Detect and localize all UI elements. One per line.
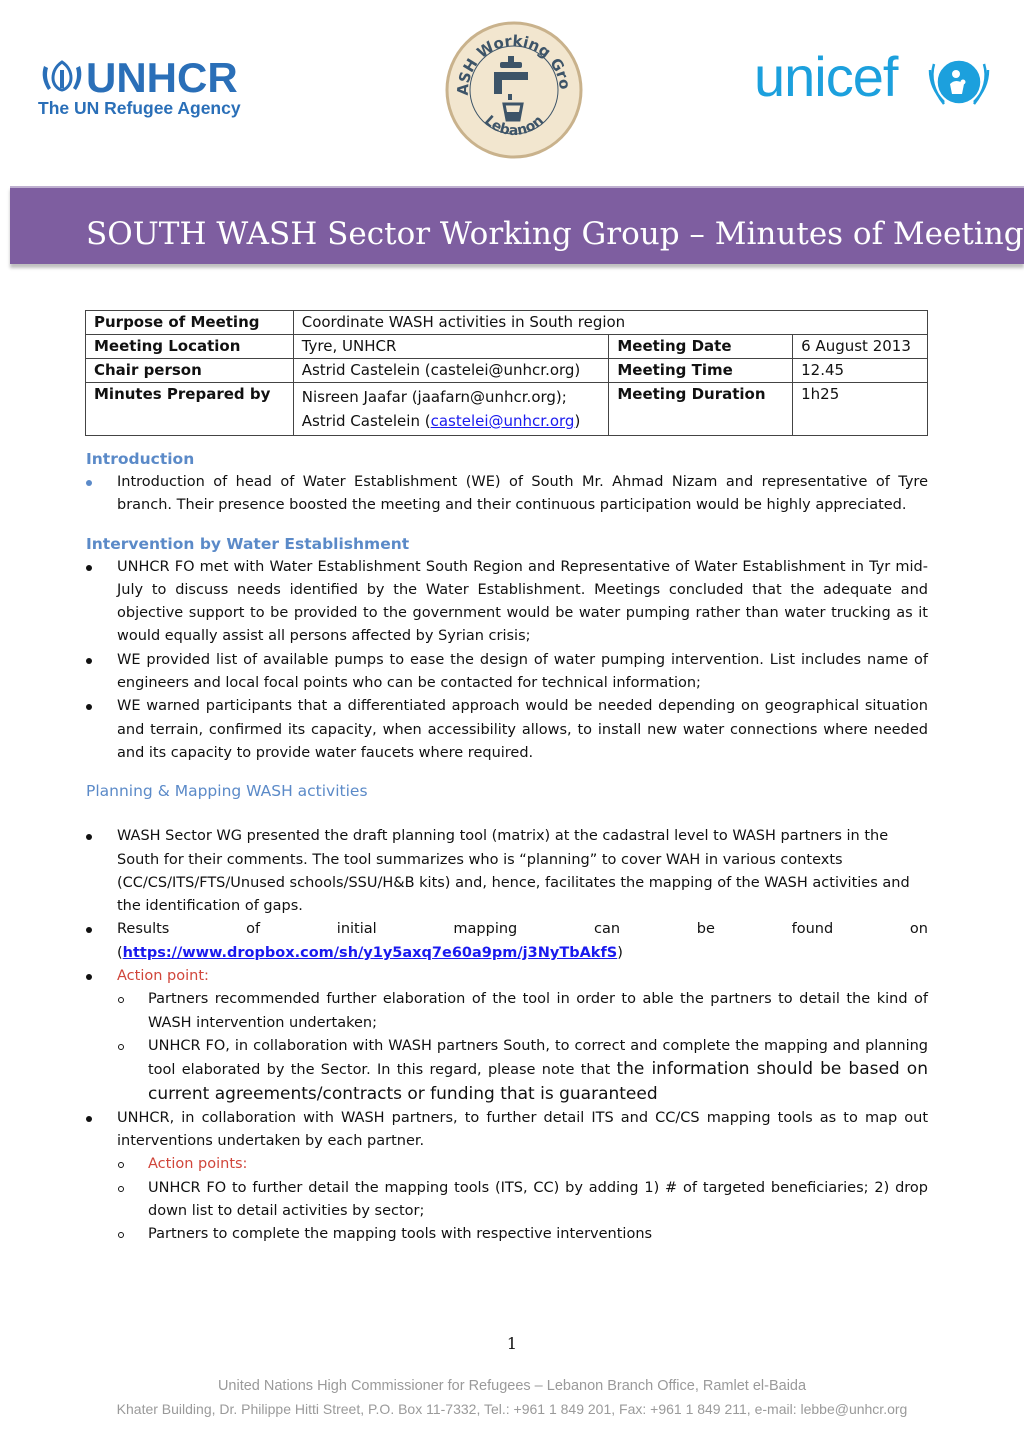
- prepared-by-name-1: Nisreen Jaafar (jaafarn@unhcr.org);: [301, 388, 567, 406]
- meeting-info-table: [85, 310, 928, 436]
- footer-line-2: Khater Building, Dr. Philippe Hitti Street, P.O. Box 11-7332, Tel.: +961 1 849 201, Fax: +961 1 849 211, e-mail: lebbe@unhcr.org: [116, 1401, 908, 1417]
- list-item: [86, 556, 928, 649]
- prepared-by-value: [293, 383, 609, 436]
- list-item: [86, 1177, 928, 1224]
- chair-label: Chair person: [86, 359, 294, 383]
- list-item: [86, 1107, 928, 1247]
- prepared-by-close-paren: ): [574, 412, 581, 430]
- chair-value: Astrid Castelein (castelei@unhcr.org): [293, 359, 609, 383]
- table-row: [86, 383, 928, 436]
- bullet-icon: [86, 658, 92, 664]
- list-item: [86, 825, 928, 918]
- chair-email-link[interactable]: castelei@unhcr.org: [430, 412, 575, 430]
- purpose-label: Purpose of Meeting: [86, 311, 294, 335]
- list-item: [86, 988, 928, 1035]
- list-item-text: Introduction of head of Water Establishment (WE) of South Mr. Ahmad Nizam and representative of Tyre branch. Their presence boosted the meeting and their continuous participation would be highly appreciated.: [117, 474, 928, 514]
- unhcr-logo: [38, 54, 268, 124]
- wash-emblem-icon: [444, 20, 584, 160]
- page-title: SOUTH WASH Sector Working Group – Minutes of Meeting: [86, 216, 1024, 252]
- duration-label: Meeting Duration: [609, 383, 793, 436]
- list-item: [86, 1035, 928, 1107]
- bullet-icon: [86, 834, 92, 840]
- prepared-by-name-2: Astrid Castelein (: [301, 412, 431, 430]
- introduction-list: [86, 471, 928, 518]
- unicef-globe-icon: [926, 54, 992, 114]
- action-point-sublist: [86, 988, 928, 1106]
- emphasis-text: the information should be based on current agreements/contracts or funding that is guaranteed: [148, 1059, 928, 1104]
- dropbox-mapping-link[interactable]: https://www.dropbox.com/sh/y1y5axq7e60a9pm/j3NyTbAkfS: [122, 944, 618, 961]
- link-close-paren: ): [617, 944, 623, 961]
- sub-bullet-icon: [118, 1186, 124, 1192]
- list-item: [86, 918, 928, 965]
- unhcr-tagline: The UN Refugee Agency: [38, 98, 241, 118]
- list-item: [86, 471, 928, 518]
- unhcr-emblem-icon: [38, 58, 86, 98]
- wash-working-group-logo: [444, 20, 584, 160]
- bullet-icon: [86, 704, 92, 710]
- sub-bullet-icon: [118, 1232, 124, 1238]
- planning-mapping-list: [86, 825, 928, 1246]
- section-heading-introduction: Introduction: [86, 450, 195, 468]
- list-item: [86, 1223, 928, 1246]
- location-value: Tyre, UNHCR: [293, 335, 609, 359]
- list-item-text: UNHCR FO met with Water Establishment South Region and Representative of Water Establishment in Tyr mid-July to discuss needs identified by the Water Establishment. Meetings concluded that the adequate and objective support to be provided to the government would be water pumping rather than water trucking as it would equally assist all persons affected by Syrian crisis;: [117, 558, 928, 645]
- duration-value: 1h25: [793, 383, 928, 436]
- title-band: [10, 186, 1024, 264]
- list-item: [86, 1153, 928, 1176]
- table-row: [86, 359, 928, 383]
- list-item-text: UNHCR FO to further detail the mapping tools (ITS, CC) by adding 1) # of targeted beneficiaries; 2) drop down list to detail activities by sector;: [148, 1179, 928, 1220]
- list-item-text: UNHCR, in collaboration with WASH partners, to further detail ITS and CC/CS mapping tools as to map out interventions undertaken by each partner.: [117, 1109, 928, 1150]
- date-label: Meeting Date: [609, 335, 793, 359]
- water-establishment-list: [86, 556, 928, 766]
- prepared-by-label: Minutes Prepared by: [86, 383, 294, 436]
- bullet-icon: [86, 974, 92, 980]
- bullet-icon: [86, 1116, 92, 1122]
- bullet-icon: [86, 927, 92, 933]
- list-item-text: Partners recommended further elaboration of the tool in order to able the partners to detail the kind of WASH intervention undertaken;: [148, 991, 928, 1031]
- minutes-body: [86, 450, 928, 1247]
- sub-bullet-icon: [118, 997, 124, 1003]
- date-value: 6 August 2013: [793, 335, 928, 359]
- bullet-icon: [86, 565, 92, 571]
- action-points-label: Action points:: [148, 1156, 248, 1173]
- bullet-icon: [86, 480, 92, 486]
- list-item-text: WASH Sector WG presented the draft planning tool (matrix) at the cadastral level to WASH partners in the South for their comments. The tool summarizes who is “planning” to cover WAH in various contexts (CC/CS/ITS/FTS/Unused schools/SSU/H&B kits) and, hence, facilitates the mapping of the WASH activities and the identification of gaps.: [117, 828, 910, 915]
- list-item: [86, 649, 928, 696]
- section-heading-water-establishment: Intervention by Water Establishment: [86, 534, 410, 553]
- sub-bullet-icon: [118, 1162, 124, 1168]
- footer-line-1: United Nations High Commissioner for Refugees – Lebanon Branch Office, Ramlet el-Baida: [217, 1378, 807, 1394]
- list-item: [86, 695, 928, 765]
- time-label: Meeting Time: [609, 359, 793, 383]
- table-row: [86, 311, 928, 335]
- section-heading-planning-mapping: Planning & Mapping WASH activities: [86, 782, 368, 801]
- list-item-text: UNHCR FO, in collaboration with WASH partners South, to correct and complete the mapping and planning tool elaborated by the Sector. In this regard, please note that: [148, 1037, 928, 1079]
- sub-bullet-icon: [118, 1044, 124, 1050]
- unicef-logo: [754, 45, 994, 114]
- unicef-brand: unicef: [754, 45, 898, 108]
- list-item-text: Partners to complete the mapping tools with respective interventions: [148, 1226, 653, 1243]
- list-item-text: WE warned participants that a differentiated approach would be needed depending on geographical situation and terrain, confirmed its capacity, when accessibility allows, to install new water connections where needed and its capacity to provide water faucets where required.: [117, 698, 928, 761]
- wash-logo-bottom-text: Lebanon: [481, 112, 547, 139]
- action-points-sublist: [86, 1153, 928, 1246]
- action-point-label: Action point:: [117, 968, 209, 985]
- purpose-value: Coordinate WASH activities in South region: [293, 311, 927, 335]
- list-item: [86, 965, 928, 1107]
- wash-logo-top-text: ASH Working Gro: [453, 31, 575, 96]
- unhcr-brand: UNHCR: [86, 54, 238, 101]
- table-row: [86, 335, 928, 359]
- list-item-text: Results of initial mapping can be found on (: [117, 921, 928, 961]
- time-value: 12.45: [793, 359, 928, 383]
- location-label: Meeting Location: [86, 335, 294, 359]
- list-item-text: WE provided list of available pumps to ease the design of water pumping intervention. List includes name of engineers and local focal points who can be contacted for technical information;: [117, 651, 928, 692]
- page-number: 1: [506, 1334, 518, 1353]
